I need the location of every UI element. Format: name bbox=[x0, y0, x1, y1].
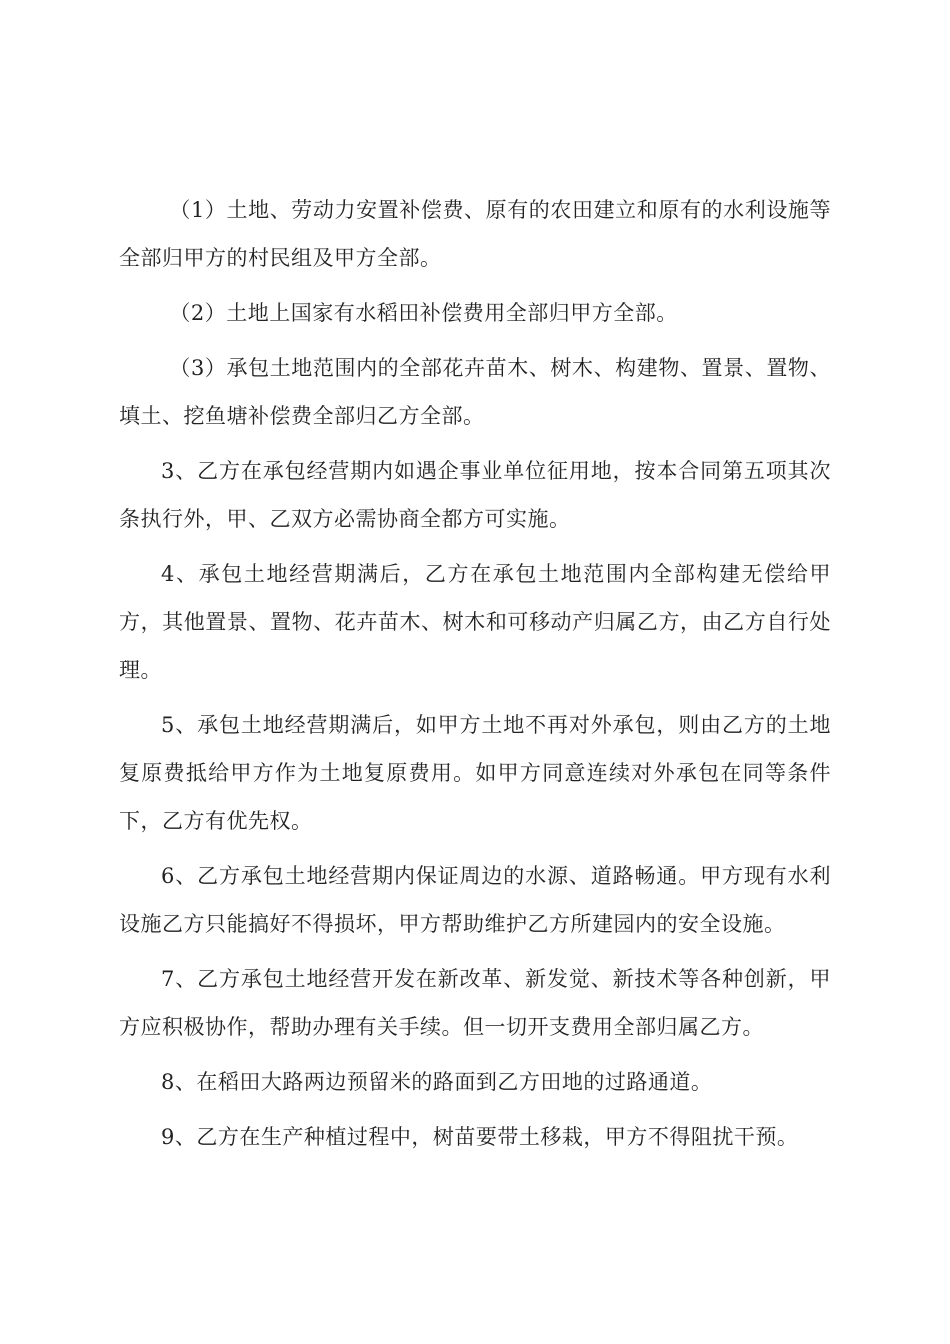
clause-5: 5、承包土地经营期满后，如甲方土地不再对外承包，则由乙方的土地复原费抵给甲方作为土地复原费用。如甲方同意连续对外承包在同等条件下，乙方有优先权。 bbox=[119, 713, 831, 833]
clause-sub-3: （3）承包土地范围内的全部花卉苗木、树木、构建物、置景、置物、填土、挖鱼塘补偿费全部归乙方全部。 bbox=[119, 356, 831, 428]
clause-sub-2: （2）土地上国家有水稻田补偿费用全部归甲方全部。 bbox=[169, 301, 678, 325]
clause-4: 4、承包土地经营期满后，乙方在承包土地范围内全部构建无偿给甲方，其他置景、置物、花卉苗木、树木和可移动产归属乙方，由乙方自行处理。 bbox=[119, 562, 831, 682]
clause-3: 3、乙方在承包经营期内如遇企事业单位征用地，按本合同第五项其次条执行外，甲、乙双方必需协商全都方可实施。 bbox=[119, 459, 831, 531]
clause-6: 6、乙方承包土地经营期内保证周边的水源、道路畅通。甲方现有水利设施乙方只能搞好不得损坏，甲方帮助维护乙方所建园内的安全设施。 bbox=[119, 864, 831, 936]
clause-sub-1: （1）土地、劳动力安置补偿费、原有的农田建立和原有的水利设施等全部归甲方的村民组及甲方全部。 bbox=[119, 198, 831, 270]
clause-9: 9、乙方在生产种植过程中，树苗要带土移栽，甲方不得阻扰干预。 bbox=[161, 1125, 799, 1149]
clause-7: 7、乙方承包土地经营开发在新改革、新发觉、新技术等各种创新，甲方应积极协作，帮助办理有关手续。但一切开支费用全部归属乙方。 bbox=[119, 967, 831, 1039]
contract-body bbox=[119, 186, 831, 1168]
clause-8: 8、在稻田大路两边预留米的路面到乙方田地的过路通道。 bbox=[161, 1070, 713, 1094]
